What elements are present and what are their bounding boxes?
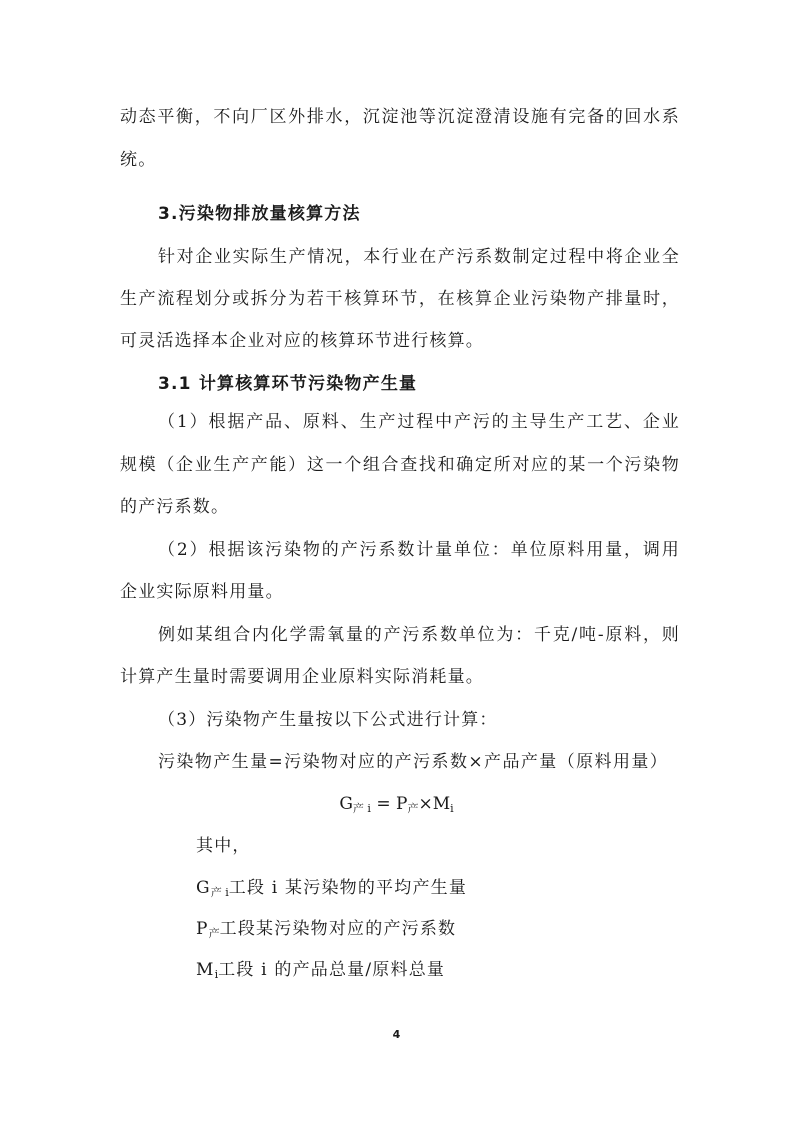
example-line-1: 例如某组合内化学需氧量的产污系数单位为：千克/吨-原料，则 bbox=[158, 625, 680, 645]
step-1-line-1: （1）根据产品、原料、生产过程中产污的主导生产工艺、企业 bbox=[158, 412, 680, 432]
intro-line-1: 动态平衡，不向厂区外排水，沉淀池等沉淀澄清设施有完备的回水系 bbox=[120, 107, 680, 127]
definitions-where: 其中， bbox=[196, 836, 251, 856]
section-3-para-line-2: 生产流程划分或拆分为若干核算环节，在核算企业污染物产排量时， bbox=[120, 289, 680, 309]
formula-m: M bbox=[432, 794, 451, 814]
definition-p-text: 工段某污染物对应的产污系数 bbox=[219, 919, 457, 939]
section-3-1-heading: 3.1 计算核算环节污染物产生量 bbox=[158, 374, 418, 394]
definition-m-text: 工段 i 的产品总量/原料总量 bbox=[218, 960, 446, 980]
formula-p: P bbox=[396, 794, 408, 814]
definition-g-text: 工段 i 某污染物的平均产生量 bbox=[228, 878, 468, 898]
formula-g-sub: 产 i bbox=[352, 802, 371, 815]
formula-p-sub: 产 bbox=[407, 802, 419, 815]
formula-m-sub: i bbox=[450, 802, 454, 815]
step-3-line: （3）污染物产生量按以下公式进行计算： bbox=[158, 710, 498, 730]
section-3-para-line-1: 针对企业实际生产情况，本行业在产污系数制定过程中将企业全 bbox=[158, 247, 680, 267]
intro-line-2: 统。 bbox=[120, 150, 157, 170]
step-1-line-3: 的产污系数。 bbox=[120, 497, 230, 517]
formula-times: × bbox=[418, 794, 433, 814]
formula bbox=[0, 793, 793, 820]
definition-g-sub: 产 i bbox=[210, 886, 229, 899]
definition-p bbox=[196, 918, 756, 945]
definition-p-sub: 产 bbox=[208, 927, 220, 940]
definition-m-sub: i bbox=[214, 968, 219, 981]
formula-eq: = bbox=[370, 794, 396, 814]
definition-m bbox=[196, 959, 756, 986]
step-1-line-2: 规模（企业生产产能）这一个组合查找和确定所对应的某一个污染物 bbox=[120, 455, 680, 475]
section-3-para-line-3: 可灵活选择本企业对应的核算环节进行核算。 bbox=[120, 331, 484, 351]
definition-p-symbol: P bbox=[196, 919, 209, 939]
page-number: 4 bbox=[392, 1028, 401, 1041]
example-line-2: 计算产生量时需要调用企业原料实际消耗量。 bbox=[120, 667, 484, 687]
step-2-line-2: 企业实际原料用量。 bbox=[120, 582, 284, 602]
definition-g bbox=[196, 877, 756, 904]
formula-g: G bbox=[339, 794, 353, 814]
definition-m-symbol: M bbox=[196, 960, 215, 980]
definition-g-symbol: G bbox=[196, 878, 211, 898]
step-2-line-1: （2）根据该污染物的产污系数计量单位：单位原料用量，调用 bbox=[158, 540, 680, 560]
formula-text: 污染物产生量=污染物对应的产污系数×产品产量（原料用量） bbox=[158, 752, 668, 772]
section-3-heading: 3.污染物排放量核算方法 bbox=[158, 204, 361, 224]
